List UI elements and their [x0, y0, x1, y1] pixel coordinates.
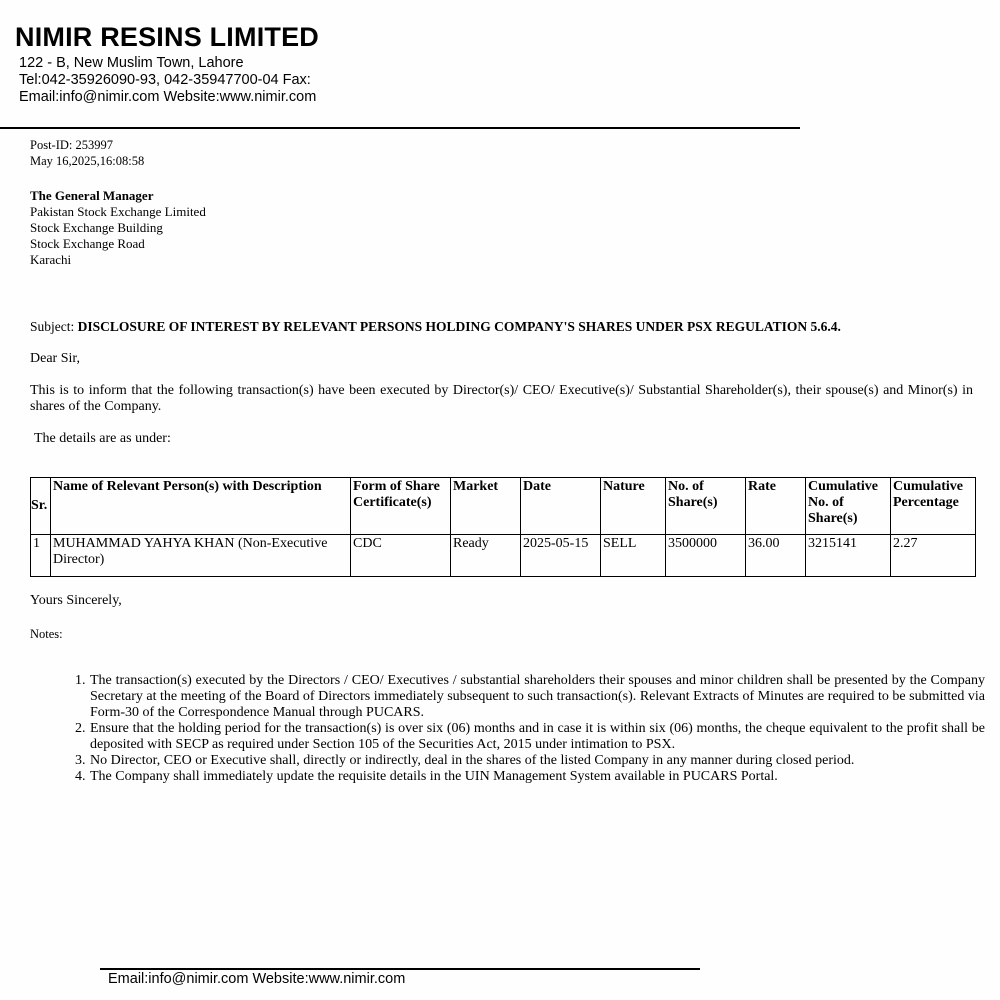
company-address: 122 - B, New Muslim Town, Lahore — [19, 55, 244, 71]
header-divider — [0, 127, 800, 129]
header-date: Date — [521, 478, 601, 535]
notes-list — [75, 673, 985, 785]
header-nature: Nature — [601, 478, 666, 535]
subject-text: DISCLOSURE OF INTEREST BY RELEVANT PERSONS HOLDING COMPANY'S SHARES UNDER PSX REGULATION 5.6.4. — [77, 319, 841, 334]
note-text: No Director, CEO or Executive shall, directly or indirectly, deal in the shares of the listed Company in any manner during closed period. — [90, 753, 855, 768]
header-cumulative-percentage: Cumulative Percentage — [891, 478, 976, 535]
closing: Yours Sincerely, — [30, 593, 122, 608]
recipient-line: Stock Exchange Road — [30, 236, 145, 251]
table-header-row — [31, 478, 976, 535]
company-email-website: Email:info@nimir.com Website:www.nimir.com — [19, 89, 317, 105]
note-item — [75, 721, 985, 753]
note-number: 2. — [75, 721, 86, 736]
cell-sr: 1 — [31, 535, 51, 577]
header-market: Market — [451, 478, 521, 535]
cell-date: 2025-05-15 — [521, 535, 601, 577]
cell-cumulative-percentage: 2.27 — [891, 535, 976, 577]
recipient-title: The General Manager — [30, 188, 154, 203]
header-sr: Sr. — [31, 478, 51, 535]
subject-label: Subject: — [30, 319, 78, 334]
note-number: 4. — [75, 769, 86, 784]
details-intro: The details are as under: — [34, 431, 171, 446]
recipient-line: Stock Exchange Building — [30, 220, 163, 235]
header-form: Form of Share Certificate(s) — [351, 478, 451, 535]
recipient-line: Karachi — [30, 252, 72, 267]
company-name: NIMIR RESINS LIMITED — [15, 22, 320, 52]
post-datetime: May 16,2025,16:08:58 — [30, 154, 145, 168]
header-name: Name of Relevant Person(s) with Description — [51, 478, 351, 535]
note-item — [75, 673, 985, 721]
cell-rate: 36.00 — [746, 535, 806, 577]
note-item — [75, 753, 985, 769]
header-rate: Rate — [746, 478, 806, 535]
note-item — [75, 769, 985, 785]
cell-shares: 3500000 — [666, 535, 746, 577]
footer-divider — [100, 968, 700, 970]
recipient-block — [30, 188, 206, 268]
note-number: 1. — [75, 673, 86, 688]
note-number: 3. — [75, 753, 86, 768]
cell-name: MUHAMMAD YAHYA KHAN (Non-Executive Director) — [51, 535, 351, 577]
header-cumulative-shares: Cumulative No. of Share(s) — [806, 478, 891, 535]
footer-email-website: Email:info@nimir.com Website:www.nimir.com — [108, 971, 406, 987]
post-id: Post-ID: 253997 — [30, 138, 113, 152]
cell-nature: SELL — [601, 535, 666, 577]
note-text: The Company shall immediately update the requisite details in the UIN Management System available in PUCARS Portal. — [90, 769, 778, 784]
company-telephone: Tel:042-35926090-93, 042-35947700-04 Fax: — [19, 72, 311, 88]
cell-cumulative-shares: 3215141 — [806, 535, 891, 577]
transaction-table — [30, 477, 976, 577]
body-paragraph: This is to inform that the following transaction(s) have been executed by Director(s)/ CEO/ Executive(s)/ Substantial Shareholder(s), their spouse(s) and Minor(s) in shares of the Company. — [30, 383, 973, 414]
cell-form: CDC — [351, 535, 451, 577]
recipient-line: Pakistan Stock Exchange Limited — [30, 204, 206, 219]
note-text: The transaction(s) executed by the Directors / CEO/ Executives / substantial shareholders their spouses and minor children shall be presented by the Company Secretary at the meeting of the Board of Directors immediately subsequent to such transaction(s). Relevant Extracts of Minutes are required to be submitted via Form-30 of the Correspondence Manual through PUCARS. — [90, 673, 985, 720]
cell-market: Ready — [451, 535, 521, 577]
header-shares: No. of Share(s) — [666, 478, 746, 535]
notes-label: Notes: — [30, 627, 63, 641]
table-row — [31, 535, 976, 577]
salutation: Dear Sir, — [30, 351, 80, 366]
note-text: Ensure that the holding period for the transaction(s) is over six (06) months and in case it is within six (06) months, the cheque equivalent to the profit shall be deposited with SECP as required under Section 105 of the Securities Act, 2015 under intimation to PSX. — [90, 721, 985, 752]
subject-line — [30, 319, 841, 335]
